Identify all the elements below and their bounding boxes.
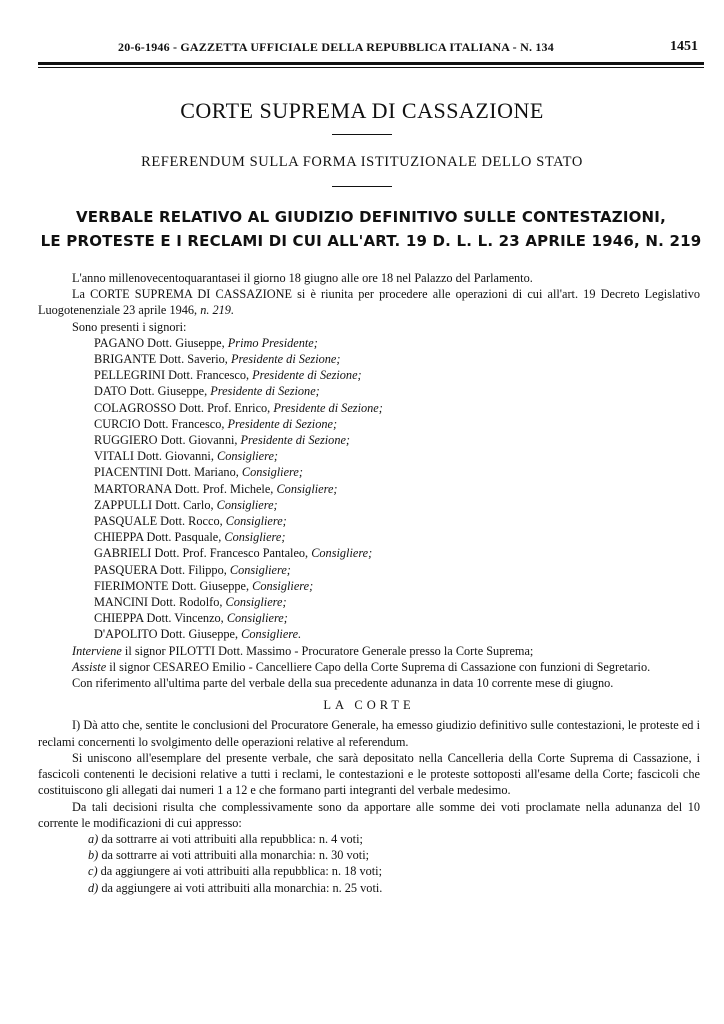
intro-paragraph-date: L'anno millenovecentoquarantasei il giorno 18 giugno alle ore 18 nel Palazzo del Parlamento. (72, 271, 533, 285)
member-item (38, 594, 700, 610)
member-item (38, 367, 700, 383)
intervene-label: Interviene (72, 643, 122, 658)
modification-letter: a) (88, 831, 99, 846)
page-title: CORTE SUPREMA DI CASSAZIONE (180, 98, 544, 123)
member-role: Consigliere; (225, 595, 287, 610)
running-title: 20-6-1946 - GAZZETTA UFFICIALE DELLA REPUBBLICA ITALIANA - N. 134 (118, 40, 554, 54)
intro-paragraph-court (38, 286, 700, 318)
members-list (38, 335, 700, 643)
member-name: RUGGIERO Dott. Giovanni, (94, 433, 241, 448)
modification-text: da aggiungere ai voti attribuiti alla monarchia: n. 25 voti. (98, 880, 383, 895)
member-item (38, 626, 700, 642)
modification-item (38, 863, 700, 879)
header-rule-thick (38, 62, 704, 65)
subtitle-divider (332, 186, 392, 187)
member-role: Consigliere; (229, 562, 291, 577)
member-role: Consigliere; (216, 497, 278, 512)
modifications-list (38, 831, 700, 896)
member-item (38, 448, 700, 464)
member-name: COLAGROSSO Dott. Prof. Enrico, (94, 400, 274, 415)
intervene-text: il signor PILOTTI Dott. Massimo - Procuratore Generale presso la Corte Suprema; (121, 643, 534, 658)
member-role: Presidente di Sezione; (273, 400, 383, 415)
member-name: GABRIELI Dott. Prof. Francesco Pantaleo, (94, 546, 312, 561)
member-name: PASQUERA Dott. Filippo, (94, 562, 230, 577)
modification-letter: d) (88, 880, 99, 895)
assiste-label: Assiste (72, 659, 107, 674)
member-role: Consigliere; (252, 578, 314, 593)
assiste-paragraph (38, 659, 700, 675)
member-role: Consigliere; (226, 611, 288, 626)
member-name: CHIEPPA Dott. Pasquale, (94, 530, 225, 545)
modification-text: da sottrarre ai voti attribuiti alla repubblica: n. 4 voti; (98, 831, 363, 846)
page-subtitle: REFERENDUM SULLA FORMA ISTITUZIONALE DELLO STATO (141, 154, 583, 170)
member-item (38, 416, 700, 432)
member-item (38, 400, 700, 416)
member-role: Consigliere; (225, 514, 287, 529)
member-item (38, 464, 700, 480)
decision-paragraph-3: Da tali decisioni risulta che complessivamente sono da apportare alle somme dei voti proclamate nella adunanza del 10 corrente le modificazioni di cui appresso: (38, 799, 700, 830)
member-item (38, 383, 700, 399)
member-role: Consigliere; (224, 530, 286, 545)
member-role: Consigliere; (217, 449, 279, 464)
member-role: Presidente di Sezione; (230, 352, 341, 367)
heading-line-1: VERBALE RELATIVO AL GIUDIZIO DEFINITIVO SULLE CONTESTAZIONI, (75, 208, 666, 226)
page-number: 1451 (670, 39, 698, 54)
member-role: Presidente di Sezione; (252, 368, 362, 383)
riferimento-paragraph: Con riferimento all'ultima parte del verbale della sua precedente adunanza in data 10 corrente mese di giugno. (72, 676, 614, 691)
section-title: LA CORTE (323, 698, 415, 713)
member-item (38, 497, 700, 513)
member-item (38, 335, 700, 351)
member-name: DATO Dott. Giuseppe, (94, 384, 211, 399)
running-header (38, 40, 698, 60)
member-item (38, 562, 700, 578)
member-name: FIERIMONTE Dott. Giuseppe, (94, 578, 253, 593)
member-name: PIACENTINI Dott. Mariano, (94, 465, 242, 480)
decision-paragraph-1: I) Dà atto che, sentite le conclusioni del Procuratore Generale, ha emesso giudizio definitivo sulle contestazioni, le proteste ed i reclami concernenti lo svolgimento delle operazioni relative al referendum. (38, 718, 700, 749)
modification-text: da aggiungere ai voti attribuiti alla repubblica: n. 18 voti; (97, 864, 383, 879)
member-name: D'APOLITO Dott. Giuseppe, (94, 627, 242, 642)
member-role: Presidente di Sezione; (227, 416, 338, 431)
member-role: Primo Presidente; (227, 335, 318, 350)
intro-decree-number: n. 219. (200, 303, 235, 318)
member-name: VITALI Dott. Giovanni, (94, 449, 217, 464)
document-body (38, 270, 700, 896)
member-role: Consigliere; (276, 481, 338, 496)
modification-text: da sottrarre ai voti attribuiti alla monarchia: n. 30 voti; (98, 848, 370, 863)
modification-item (38, 831, 700, 847)
member-item (38, 610, 700, 626)
member-name: BRIGANTE Dott. Saverio, (94, 352, 231, 367)
member-role: Consigliere; (311, 546, 373, 561)
modification-letter: c) (88, 864, 98, 879)
intro-present: Sono presenti i signori: (72, 319, 187, 334)
intro-court-text: La CORTE SUPREMA DI CASSAZIONE si è riunita per procedere alle operazioni di cui all'art. 19 Decreto Legislativo Luogotenenziale 23 aprile 1946, (38, 287, 700, 318)
member-role: Presidente di Sezione; (240, 433, 351, 448)
heading-line-2: LE PROTESTE E I RECLAMI DI CUI ALL'ART. 19 D. L. L. 23 APRILE 1946, N. 219 (40, 232, 702, 250)
member-name: PASQUALE Dott. Rocco, (94, 514, 226, 529)
member-role: Consigliere. (241, 627, 302, 642)
assiste-text: il signor CESAREO Emilio - Cancelliere Capo della Corte Suprema di Cassazione con funzioni di Segretario. (106, 659, 651, 674)
member-name: MANCINI Dott. Rodolfo, (94, 595, 226, 610)
title-divider (332, 134, 392, 135)
header-rule-thin (38, 67, 704, 68)
member-name: PELLEGRINI Dott. Francesco, (94, 368, 253, 383)
member-item (38, 578, 700, 594)
member-name: PAGANO Dott. Giuseppe, (94, 335, 228, 350)
member-item (38, 351, 700, 367)
member-name: CHIEPPA Dott. Vincenzo, (94, 611, 227, 626)
member-item (38, 545, 700, 561)
modification-item (38, 847, 700, 863)
member-role: Presidente di Sezione; (210, 384, 320, 399)
member-name: ZAPPULLI Dott. Carlo, (94, 497, 217, 512)
member-name: MARTORANA Dott. Prof. Michele, (94, 481, 277, 496)
modification-item (38, 880, 700, 896)
member-item (38, 432, 700, 448)
member-role: Consigliere; (241, 465, 303, 480)
intervene-paragraph (38, 643, 700, 659)
modification-letter: b) (88, 848, 99, 863)
member-item (38, 529, 700, 545)
member-item (38, 481, 700, 497)
member-name: CURCIO Dott. Francesco, (94, 416, 228, 431)
member-item (38, 513, 700, 529)
decision-paragraph-2: Si uniscono all'esemplare del presente verbale, che sarà depositato nella Cancelleria della Corte Suprema di Cassazione, i fascicoli contenenti le decisioni relative a tutti i reclami, le contestazioni e le proteste sottoposti all'esame della Corte; fascicoli che costituiscono gli allegati dai numeri 1 a 12 e che formano parti integranti del verbale medesimo. (38, 750, 700, 798)
